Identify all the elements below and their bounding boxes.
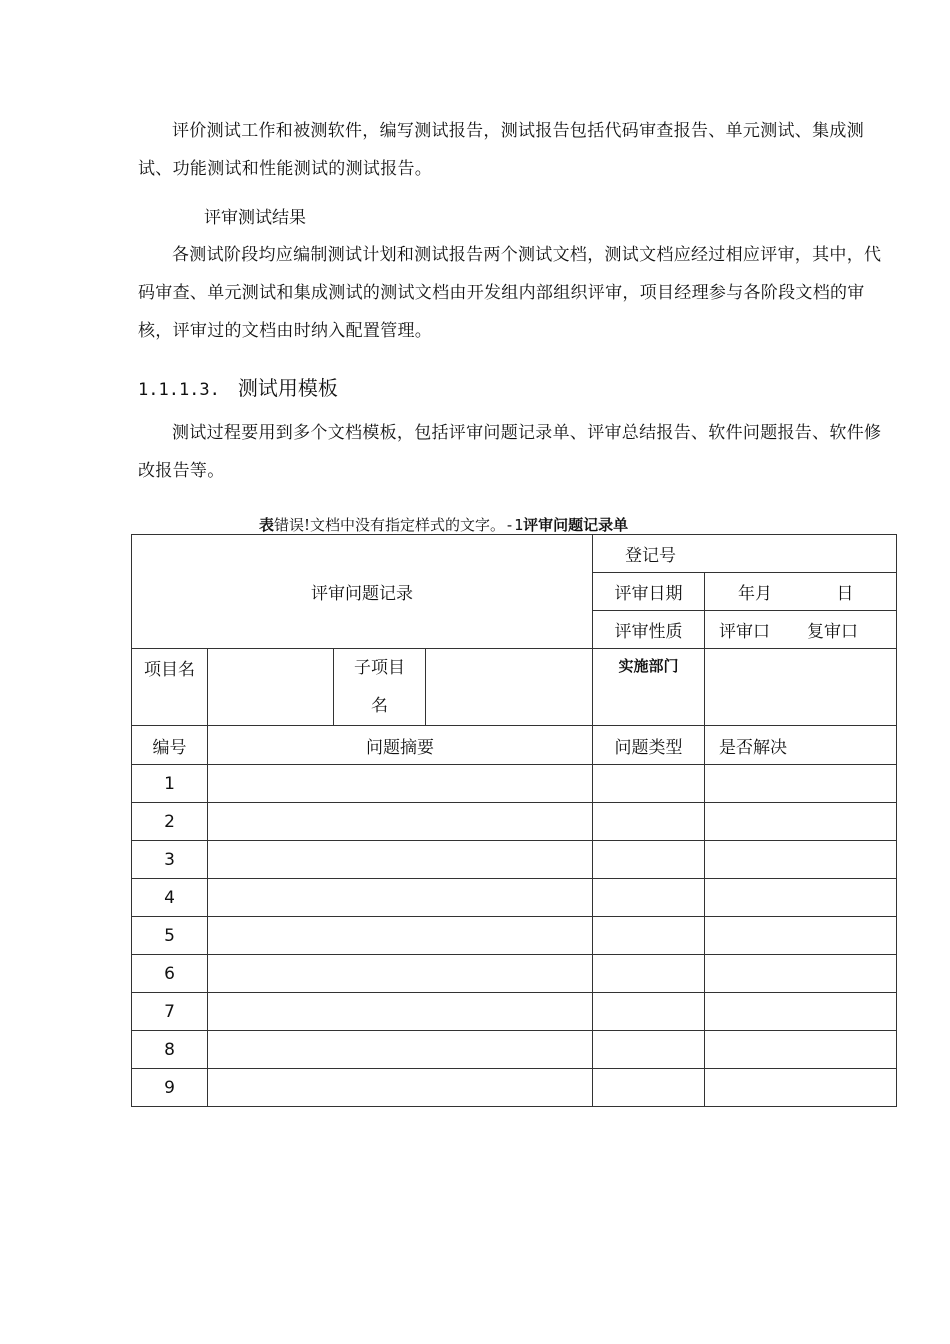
table-row [132,993,897,1031]
col-header-number-text: 编号 [152,737,187,758]
table-row [132,917,897,955]
resolved-cell[interactable] [705,803,897,841]
review-nature-label: 评审性质 [614,622,683,642]
section-title: 测试用模板 [237,376,338,400]
type-cell[interactable] [593,955,705,993]
table-row [132,841,897,879]
type-cell[interactable] [593,803,705,841]
summary-cell[interactable] [208,841,593,879]
row-number: 9 [132,1069,208,1107]
row-number: 3 [132,841,208,879]
resolved-cell[interactable] [705,955,897,993]
type-cell[interactable] [593,1031,705,1069]
table-row [132,879,897,917]
review-results-heading: 评审测试结果 [204,208,306,228]
year-month-label: 年月 [738,584,772,604]
registration-number-label: 登记号 [625,546,676,566]
type-cell[interactable] [593,993,705,1031]
resolved-cell[interactable] [705,765,897,803]
caption-error-text: 错误!文档中没有指定样式的文字。 [274,516,506,534]
type-cell[interactable] [593,879,705,917]
table-row [132,765,897,803]
row-number: 2 [132,803,208,841]
impl-dept-value-cell[interactable] [705,649,897,726]
summary-cell[interactable] [208,993,593,1031]
col-header-number [132,726,208,765]
summary-cell[interactable] [208,955,593,993]
review-nature-value-cell[interactable] [705,611,897,649]
day-label: 日 [836,584,854,604]
paragraph-text: 评价测试工作和被测软件，编写测试报告，测试报告包括代码审查报告、单元测试、集成测试、功能测试和性能测试的测试报告。 [138,121,864,179]
section-heading [138,372,338,401]
col-header-resolved-text: 是否解决 [719,737,787,758]
type-cell[interactable] [593,841,705,879]
table-row [132,1069,897,1107]
project-name-label: 项目名 [144,660,195,680]
type-cell[interactable] [593,1069,705,1107]
col-header-summary-text: 问题摘要 [366,737,434,758]
resolved-cell[interactable] [705,841,897,879]
caption-title: 评审问题记录单 [523,516,629,534]
review-date-label-cell [593,573,705,611]
review-checkbox-label[interactable]: 评审口 [719,622,770,642]
table-row [132,803,897,841]
table-row [132,955,897,993]
project-name-value-cell[interactable] [208,649,334,726]
summary-cell[interactable] [208,879,593,917]
resolved-cell[interactable] [705,1031,897,1069]
row-number: 7 [132,993,208,1031]
review-date-value-cell[interactable] [705,573,897,611]
row-number: 4 [132,879,208,917]
summary-cell[interactable] [208,765,593,803]
row-number: 1 [132,765,208,803]
resolved-cell[interactable] [705,917,897,955]
col-header-type [593,726,705,765]
paragraph-templates [138,414,898,490]
resolved-cell[interactable] [705,1069,897,1107]
type-cell[interactable] [593,765,705,803]
record-title-cell [132,535,593,649]
impl-dept-label-cell [593,649,705,726]
summary-cell[interactable] [208,1069,593,1107]
table-row [132,1031,897,1069]
record-title: 评审问题记录 [311,584,413,604]
paragraph-text: 测试过程要用到多个文档模板，包括评审问题记录单、评审总结报告、软件问题报告、软件修改报告等。 [138,423,882,481]
caption-number: -1 [505,516,524,534]
caption-prefix: 表 [259,516,275,534]
summary-cell[interactable] [208,917,593,955]
paragraph-review-process [138,236,898,350]
summary-cell[interactable] [208,1031,593,1069]
col-header-resolved [705,726,897,765]
review-date-label: 评审日期 [614,584,683,604]
sub-project-label-line1: 子项目 [354,658,405,678]
type-cell[interactable] [593,917,705,955]
sub-project-value-cell[interactable] [426,649,593,726]
col-header-summary [208,726,593,765]
paragraph-text: 各测试阶段均应编制测试计划和测试报告两个测试文档，测试文档应经过相应评审，其中，代码审查、单元测试和集成测试的测试文档由开发组内部组织评审，项目经理参与各阶段文档的审核，评审过的文档由时纳入配置管理。 [138,245,882,341]
sub-project-label-cell [334,649,426,726]
review-issue-table [131,534,897,1107]
review-nature-label-cell [593,611,705,649]
row-number: 8 [132,1031,208,1069]
sub-project-label-line2: 名 [371,696,388,716]
summary-cell[interactable] [208,803,593,841]
impl-dept-label: 实施部门 [618,657,679,675]
section-number: 1.1.1.3. [138,380,220,400]
row-number: 6 [132,955,208,993]
registration-number-cell[interactable] [593,535,897,573]
paragraph-report-writing [138,112,898,188]
resolved-cell[interactable] [705,993,897,1031]
row-number: 5 [132,917,208,955]
col-header-type-text: 问题类型 [614,737,683,758]
project-name-label-cell [132,649,208,726]
resolved-cell[interactable] [705,879,897,917]
re-review-checkbox-label[interactable]: 复审口 [807,622,858,642]
